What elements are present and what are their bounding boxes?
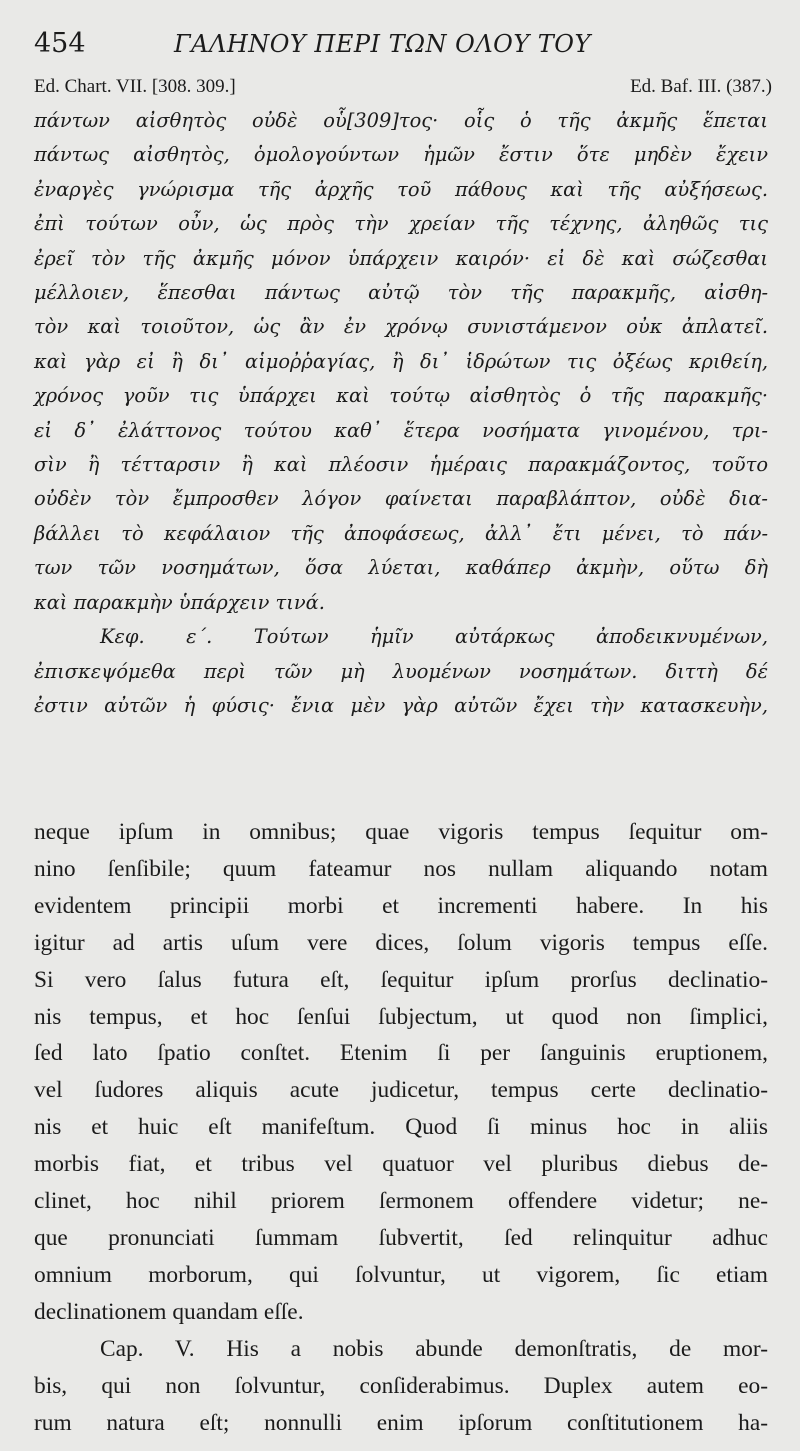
latin-line: rum natura eſt; nonnulli enim ipſorum conſtitutionem ha- xyxy=(34,1409,768,1436)
edition-basel: Ed. Baf. III. (387.) xyxy=(630,76,772,97)
greek-line: πάντως αἰσθητὸς, ὁμολογούντων ἡμῶν ἔστιν ὅτε μηδὲν ἔχειν xyxy=(34,143,768,167)
greek-line: καὶ παρακμὴν ὑπάρχειν τινά. xyxy=(34,590,325,614)
running-head xyxy=(34,26,774,66)
latin-text-block xyxy=(34,814,768,1441)
latin-line: morbis fiat, et tribus vel quatuor vel pluribus diebus de- xyxy=(34,1151,768,1178)
greek-line: χρόνος γοῦν τις ὑπάρχει καὶ τούτῳ αἰσθητὸς ὁ τῆς παρακμῆς· xyxy=(34,384,768,408)
greek-line: βάλλει τὸ κεφάλαιον τῆς ἀποφάσεως, ἀλλ᾽ ἔτι μένει, τὸ πάν- xyxy=(34,521,768,545)
latin-line: omnium morborum, qui ſolvuntur, ut vigorem, ſic etiam xyxy=(34,1261,768,1288)
greek-line: ἐπισκεψόμεθα περὶ τῶν μὴ λυομένων νοσημάτων. διττὴ δέ xyxy=(34,659,768,683)
greek-line: ἐπὶ τούτων οὖν, ὡς πρὸς τὴν χρείαν τῆς τέχνης, ἀληθῶς τις xyxy=(34,212,768,236)
latin-chapter-heading-line: Cap. V. His a nobis abunde demonſtratis, de mor- xyxy=(100,1335,768,1362)
edition-references xyxy=(34,76,772,104)
latin-line: vel ſudores aliquis acute judicetur, tempus certe declinatio- xyxy=(34,1077,768,1104)
latin-line: evidentem principii morbi et incrementi habere. In his xyxy=(34,892,768,919)
latin-line: ſed lato ſpatio conſtet. Etenim ſi per ſanguinis eruptionem, xyxy=(34,1040,768,1067)
greek-line: μέλλοιεν, ἕπεσθαι πάντως αὐτῷ τὸν τῆς παρακμῆς, αἰσθη- xyxy=(34,281,768,305)
greek-line: εἰ δ᾽ ἐλάττονος τούτου καθ᾽ ἕτερα νοσήματα γινομένου, τρι- xyxy=(34,418,768,442)
latin-line: igitur ad artis uſum vere dices, ſolum vigoris tempus eſſe. xyxy=(34,929,768,956)
page-number: 454 xyxy=(34,28,86,59)
latin-line: nis et huic eſt manifeſtum. Quod ſi minus hoc in aliis xyxy=(34,1114,768,1141)
greek-line: ἐστιν αὐτῶν ἡ φύσις· ἔνια μὲν γὰρ αὐτῶν ἔχει τὴν κατασκευὴν, xyxy=(34,693,768,717)
latin-line: neque ipſum in omnibus; quae vigoris tempus ſequitur om- xyxy=(34,819,768,845)
latin-line: Si vero ſalus futura eſt, ſequitur ipſum prorſus declinatio- xyxy=(34,966,768,993)
greek-line: ἐρεῖ τὸν τῆς ἀκμῆς μόνον ὑπάρχειν καιρόν· εἰ δὲ καὶ σώζεσθαι xyxy=(34,246,768,270)
greek-line: πάντων αἰσθητὸς οὐδὲ οὗ[309]τος· οἷς ὁ τῆς ἀκμῆς ἕπεται xyxy=(34,109,768,132)
greek-line: οὐδὲν τὸν ἔμπροσθεν λόγον φαίνεται παραβλάπτον, οὐδὲ δια- xyxy=(34,487,768,511)
greek-line: τὸν καὶ τοιοῦτον, ὡς ἂν ἐν χρόνῳ συνιστάμενον οὐκ ἀπλατεῖ. xyxy=(34,315,768,339)
greek-line: των τῶν νοσημάτων, ὅσα λύεται, καθάπερ ἀκμὴν, οὕτω δὴ xyxy=(34,556,768,580)
greek-line: ἐναργὲς γνώρισμα τῆς ἀρχῆς τοῦ πάθους καὶ τῆς αὐξήσεως. xyxy=(34,177,768,201)
latin-line: bis, qui non ſolvuntur, conſiderabimus. Duplex autem eo- xyxy=(34,1372,768,1399)
latin-line: que pronunciati ſummam ſubvertit, ſed relinquitur adhuc xyxy=(34,1224,768,1251)
latin-line: declinationem quandam eſſe. xyxy=(34,1298,304,1325)
latin-line: nis tempus, et hoc ſenſui ſubjectum, ut quod non ſimplici, xyxy=(34,1003,768,1030)
edition-chartier: Ed. Chart. VII. [308. 309.] xyxy=(34,76,236,97)
greek-line: καὶ γὰρ εἰ ἢ δι᾽ αἱμοῤῥαγίας, ἢ δι᾽ ἱδρώτων τις ὀξέως κριθείη, xyxy=(34,349,768,373)
greek-text-block xyxy=(34,104,768,723)
latin-line: clinet, hoc nihil priorem ſermonem offendere videtur; ne- xyxy=(34,1188,768,1215)
greek-chapter-heading-line: Κεφ. ε΄. Τούτων ἡμῖν αὐτάρκως ἀποδεικνυμένων, xyxy=(100,625,768,649)
latin-line: nino ſenſibile; quum fateamur nos nullam aliquando notam xyxy=(34,855,768,882)
greek-line: σὶν ἢ τέτταρσιν ἢ καὶ πλέοσιν ἡμέραις παρακμάζοντος, τοῦτο xyxy=(34,453,768,477)
running-title: ΓΑΛΗΝΟΥ ΠΕΡΙ ΤΩΝ ΟΛΟΥ ΤΟΥ xyxy=(174,30,591,58)
